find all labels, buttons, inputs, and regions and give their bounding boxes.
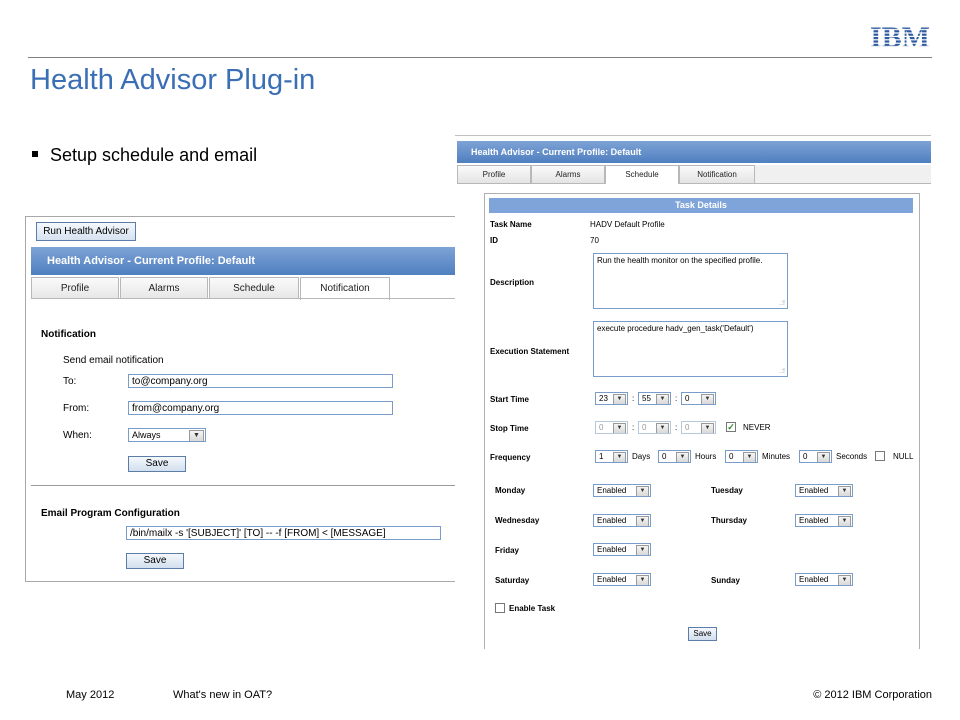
wednesday-select[interactable] bbox=[593, 514, 651, 527]
time-separator: : bbox=[632, 423, 635, 432]
chevron-down-icon: ▼ bbox=[743, 452, 756, 463]
execution-statement-text: execute procedure hadv_gen_task('Default') bbox=[597, 324, 754, 333]
section-divider bbox=[31, 485, 458, 486]
start-minute-select[interactable] bbox=[638, 392, 671, 405]
frequency-seconds-select[interactable] bbox=[799, 450, 832, 463]
to-label: To: bbox=[63, 376, 77, 387]
chevron-down-icon: ▼ bbox=[613, 452, 626, 463]
chevron-down-icon: ▼ bbox=[636, 486, 649, 497]
when-label: When: bbox=[63, 430, 92, 441]
when-select-value: Always bbox=[132, 430, 161, 440]
sunday-select[interactable] bbox=[795, 573, 853, 586]
sunday-value: Enabled bbox=[799, 575, 829, 584]
never-checkbox[interactable]: ✓ bbox=[727, 422, 735, 432]
execution-statement-textarea[interactable] bbox=[593, 321, 788, 377]
monday-select[interactable] bbox=[593, 484, 651, 497]
footer-topic: What's new in OAT? bbox=[173, 689, 273, 701]
stop-second-value: 0 bbox=[685, 423, 690, 432]
tab-bar bbox=[31, 277, 458, 299]
when-select[interactable] bbox=[128, 428, 206, 442]
task-name-value: HADV Default Profile bbox=[590, 220, 665, 229]
hours-label: Hours bbox=[695, 452, 717, 461]
ibm-logo bbox=[868, 20, 932, 50]
frequency-minutes-value: 0 bbox=[729, 452, 734, 461]
chevron-down-icon: ▼ bbox=[636, 516, 649, 527]
chevron-down-icon: ▼ bbox=[189, 430, 204, 442]
bullet-item bbox=[32, 145, 257, 166]
tuesday-select[interactable] bbox=[795, 484, 853, 497]
frequency-hours-value: 0 bbox=[662, 452, 667, 461]
from-label: From: bbox=[63, 403, 90, 414]
saturday-value: Enabled bbox=[597, 575, 627, 584]
from-field[interactable]: from@company.org bbox=[128, 401, 393, 415]
to-field[interactable]: to@company.org bbox=[128, 374, 393, 388]
days-label: Days bbox=[632, 452, 651, 461]
id-value: 70 bbox=[590, 236, 599, 245]
thursday-value: Enabled bbox=[799, 516, 829, 525]
frequency-label: Frequency bbox=[490, 453, 531, 462]
chevron-down-icon: ▼ bbox=[701, 423, 714, 434]
save-notification-button[interactable]: Save bbox=[128, 456, 186, 472]
chevron-down-icon: ▼ bbox=[636, 545, 649, 556]
stop-minute-value: 0 bbox=[642, 423, 647, 432]
schedule-panel bbox=[455, 135, 931, 649]
null-checkbox[interactable] bbox=[875, 451, 885, 461]
chevron-down-icon: ▼ bbox=[656, 423, 669, 434]
null-label: NULL bbox=[893, 452, 914, 461]
section-title-notification: Notification bbox=[41, 329, 96, 340]
friday-value: Enabled bbox=[597, 545, 627, 554]
panel-header: Health Advisor - Current Profile: Default bbox=[31, 247, 458, 275]
chevron-down-icon: ▼ bbox=[701, 394, 714, 405]
task-name-label: Task Name bbox=[490, 220, 532, 229]
enable-task-checkbox[interactable] bbox=[495, 603, 505, 613]
footer-date: May 2012 bbox=[66, 689, 115, 701]
time-separator: : bbox=[675, 423, 678, 432]
chevron-down-icon: ▼ bbox=[613, 423, 626, 434]
run-health-advisor-button[interactable]: Run Health Advisor bbox=[36, 222, 136, 241]
execution-statement-label: Execution Statement bbox=[490, 347, 570, 356]
header-divider bbox=[28, 57, 932, 58]
start-time-label: Start Time bbox=[490, 395, 529, 404]
minutes-label: Minutes bbox=[762, 452, 791, 461]
day-label-saturday: Saturday bbox=[495, 576, 530, 585]
frequency-days-value: 1 bbox=[599, 452, 604, 461]
chevron-down-icon: ▼ bbox=[817, 452, 830, 463]
chevron-down-icon: ▼ bbox=[656, 394, 669, 405]
tab-bar bbox=[457, 165, 931, 184]
save-email-config-button[interactable]: Save bbox=[126, 553, 184, 569]
stop-hour-select[interactable] bbox=[595, 421, 628, 434]
bullet-square-icon bbox=[32, 151, 38, 157]
chevron-down-icon: ▼ bbox=[636, 575, 649, 586]
description-label: Description bbox=[490, 278, 535, 287]
frequency-seconds-value: 0 bbox=[803, 452, 808, 461]
email-program-field[interactable]: /bin/mailx -s '[SUBJECT]' [TO] -- -f [FROM] < [MESSAGE] bbox=[126, 526, 441, 540]
frequency-days-select[interactable] bbox=[595, 450, 628, 463]
start-hour-value: 23 bbox=[599, 394, 608, 403]
tab-alarms[interactable]: Alarms bbox=[120, 277, 208, 299]
start-second-select[interactable] bbox=[681, 392, 716, 405]
chevron-down-icon: ▼ bbox=[838, 486, 851, 497]
description-text: Run the health monitor on the specified profile. bbox=[597, 256, 763, 265]
tab-notification[interactable]: Notification bbox=[679, 165, 755, 183]
stop-hour-value: 0 bbox=[599, 423, 604, 432]
thursday-select[interactable] bbox=[795, 514, 853, 527]
saturday-select[interactable] bbox=[593, 573, 651, 586]
time-separator: : bbox=[632, 394, 635, 403]
day-label-thursday: Thursday bbox=[711, 516, 748, 525]
tab-profile[interactable]: Profile bbox=[457, 165, 531, 183]
bullet-text: Setup schedule and email bbox=[50, 145, 258, 165]
stop-time-label: Stop Time bbox=[490, 424, 529, 433]
save-schedule-button[interactable]: Save bbox=[688, 627, 717, 641]
time-separator: : bbox=[675, 394, 678, 403]
monday-value: Enabled bbox=[597, 486, 627, 495]
never-label: NEVER bbox=[743, 423, 771, 432]
start-second-value: 0 bbox=[685, 394, 690, 403]
chevron-down-icon: ▼ bbox=[613, 394, 626, 405]
day-label-friday: Friday bbox=[495, 546, 520, 555]
day-label-monday: Monday bbox=[495, 486, 526, 495]
enable-task-label: Enable Task bbox=[509, 604, 556, 613]
stop-minute-select[interactable] bbox=[638, 421, 671, 434]
friday-select[interactable] bbox=[593, 543, 651, 556]
chevron-down-icon: ▼ bbox=[676, 452, 689, 463]
tab-alarms[interactable]: Alarms bbox=[531, 165, 605, 183]
slide-title: Health Advisor Plug-in bbox=[30, 64, 316, 96]
seconds-label: Seconds bbox=[836, 452, 868, 461]
frequency-minutes-select[interactable] bbox=[725, 450, 758, 463]
resize-grip-icon: .:! bbox=[779, 368, 785, 375]
chevron-down-icon: ▼ bbox=[838, 575, 851, 586]
tab-profile[interactable]: Profile bbox=[31, 277, 119, 299]
tab-underline bbox=[31, 298, 458, 299]
chevron-down-icon: ▼ bbox=[838, 516, 851, 527]
frequency-hours-select[interactable] bbox=[658, 450, 691, 463]
panel-header: Health Advisor - Current Profile: Default bbox=[457, 141, 931, 163]
id-label: ID bbox=[490, 236, 498, 245]
start-minute-value: 55 bbox=[642, 394, 651, 403]
tuesday-value: Enabled bbox=[799, 486, 829, 495]
tab-schedule[interactable]: Schedule bbox=[209, 277, 299, 299]
day-label-sunday: Sunday bbox=[711, 576, 740, 585]
start-hour-select[interactable] bbox=[595, 392, 628, 405]
description-textarea[interactable] bbox=[593, 253, 788, 309]
wednesday-value: Enabled bbox=[597, 516, 627, 525]
footer-copyright: © 2012 IBM Corporation bbox=[813, 689, 932, 701]
resize-grip-icon: .:! bbox=[779, 300, 785, 307]
task-details-title: Task Details bbox=[489, 198, 913, 213]
stop-second-select[interactable] bbox=[681, 421, 716, 434]
day-label-tuesday: Tuesday bbox=[711, 486, 743, 495]
day-label-wednesday: Wednesday bbox=[495, 516, 540, 525]
tab-schedule[interactable]: Schedule bbox=[605, 165, 679, 184]
svg-text:IBM: IBM bbox=[870, 21, 930, 50]
notification-panel bbox=[25, 216, 458, 582]
tab-notification[interactable]: Notification bbox=[300, 277, 390, 300]
section-title-email-config: Email Program Configuration bbox=[41, 508, 180, 519]
send-email-label: Send email notification bbox=[63, 355, 164, 366]
